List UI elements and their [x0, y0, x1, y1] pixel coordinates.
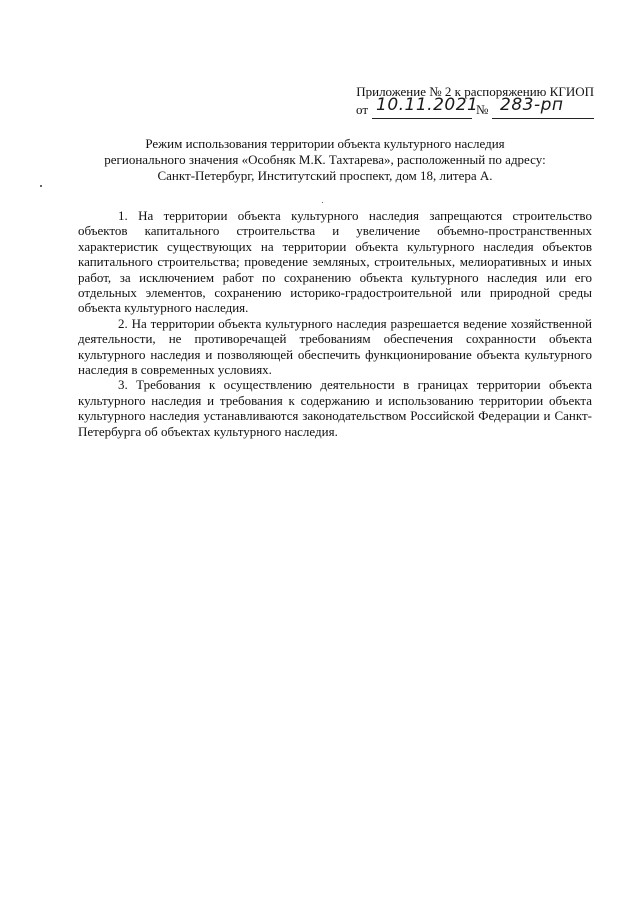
- scan-speck: [40, 185, 42, 187]
- handwritten-number: 283-рп: [500, 95, 564, 115]
- paragraph-3: 3. Требования к осуществлению деятельности в границах территории объекта культурного наследия и требования к содержанию и использованию территории объекта культурного наследия устанавливаются законодательством Российской Федерации и Санкт-Петербурга об объектах культурного наследия.: [78, 377, 592, 439]
- document-title: [90, 136, 560, 184]
- title-line-2: регионального значения «Особняк М.К. Тахтарева», расположенный по адресу:: [104, 152, 546, 167]
- document-body: [78, 208, 592, 439]
- scan-speck: [322, 202, 323, 203]
- handwritten-date: 10.11.2021: [376, 95, 479, 115]
- number-underline: [492, 118, 594, 119]
- date-underline: [372, 118, 472, 119]
- paragraph-1: 1. На территории объекта культурного наследия запрещаются строительство объектов капитального строительства и увеличение объемно-пространственных характеристик существующих на территории объекта культурного наследия объектов капитального строительства; проведение земляных, строительных, мелиоративных и иных работ, за исключением работ по сохранению объекта культурного наследия или его отдельных элементов, сохранению историко-градостроительной или природной среды объекта культурного наследия.: [78, 208, 592, 316]
- number-label: №: [476, 102, 489, 117]
- appendix-date-number-line: [356, 95, 596, 120]
- title-line-1: Режим использования территории объекта культурного наследия: [145, 136, 505, 151]
- from-label: от: [356, 102, 369, 117]
- appendix-title: Приложение № 2 к распоряжению КГИОП: [356, 84, 594, 99]
- paragraph-2: 2. На территории объекта культурного наследия разрешается ведение хозяйственной деятельности, не противоречащей требованиям обеспечения сохранности объекта культурного наследия и позволяющей обеспечить функционирование объекта культурного наследия в современных условиях.: [78, 315, 592, 378]
- appendix-header: [356, 84, 596, 120]
- title-line-3: Санкт-Петербург, Институтский проспект, дом 18, литера А.: [157, 168, 493, 183]
